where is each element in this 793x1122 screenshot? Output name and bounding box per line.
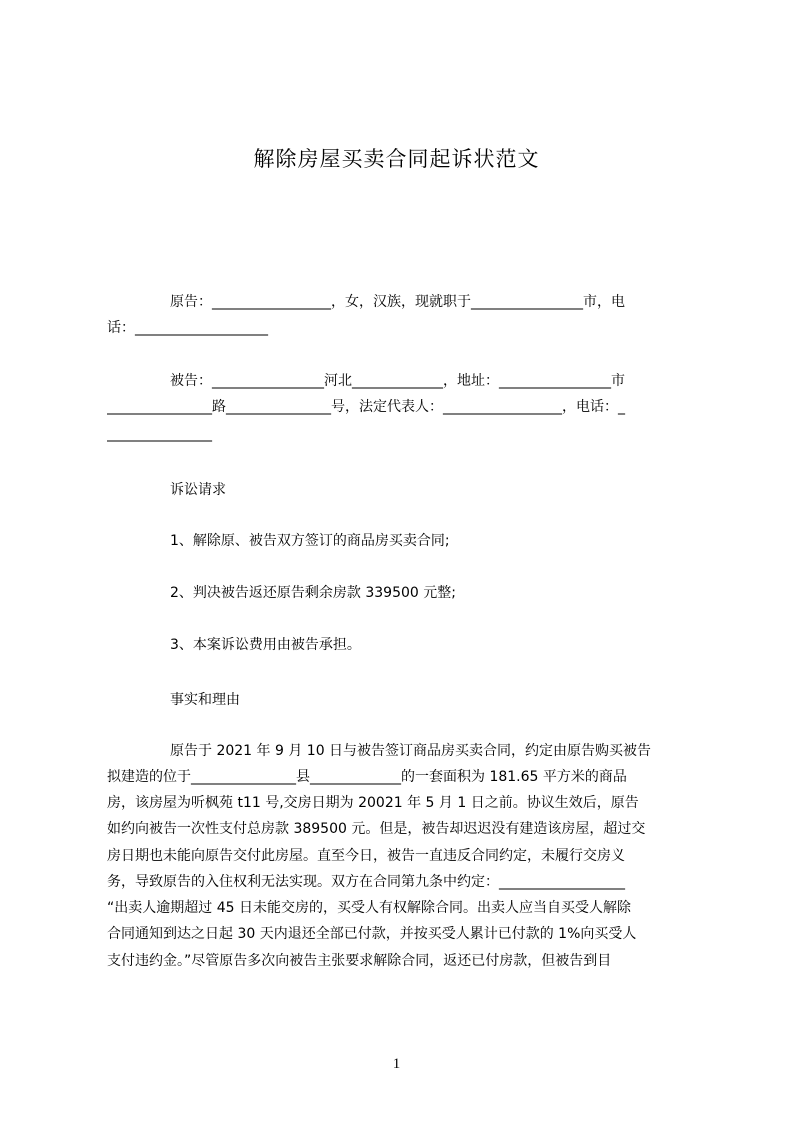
defendant-line: 被告：________________河北_____________，地址：________________市: [170, 373, 625, 389]
facts-line: 务，导致原告的入住权利无法实现。双方在合同第九条中约定：__________________: [107, 874, 625, 890]
facts-line: 房日期也未能向原告交付此房屋。直至今日，被告一直违反合同约定，未履行交房义: [107, 848, 625, 864]
plaintiff-line: 原告：_________________，女，汉族，现就职于________________市，电: [170, 294, 625, 310]
defendant-line: _______________路_______________号，法定代表人：_________________，电话：_: [107, 399, 625, 415]
facts-heading: 事实和理由: [170, 692, 240, 708]
facts-line: 拟建造的位于_______________县_____________的一套面积为 181.65 平方米的商品: [107, 769, 627, 785]
defendant-line: _______________: [107, 426, 212, 442]
facts-line: 合同通知到达之日起 30 天内退还全部已付款，并按买受人累计已付款的 1%向买受人: [107, 926, 637, 942]
facts-line: 房，该房屋为听枫苑 t11 号,交房日期为 20021 年 5 月 1 日之前。协议生效后，原告: [107, 795, 639, 811]
claims-heading: 诉讼请求: [170, 482, 226, 498]
facts-line: “出卖人逾期超过 45 日未能交房的，买受人有权解除合同。出卖人应当自买受人解除: [107, 900, 631, 916]
claim-item: 3、本案诉讼费用由被告承担。: [170, 637, 361, 653]
claim-item: 2、判决被告返还原告剩余房款 339500 元整;: [170, 585, 456, 601]
plaintiff-line: 话：___________________: [107, 320, 268, 336]
claim-item: 1、解除原、被告双方签订的商品房买卖合同;: [170, 533, 450, 549]
facts-line: 支付违约金。”尽管原告多次向被告主张要求解除合同，返还已付房款，但被告到目: [107, 953, 612, 969]
facts-line: 如约向被告一次性支付总房款 389500 元。但是，被告却迟迟没有建造该房屋，超过交: [107, 821, 646, 837]
document-title: 解除房屋买卖合同起诉状范文: [253, 147, 540, 171]
facts-line: 原告于 2021 年 9 月 10 日与被告签订商品房买卖合同，约定由原告购买被告: [170, 743, 652, 759]
page-number: 1: [392, 1056, 401, 1072]
